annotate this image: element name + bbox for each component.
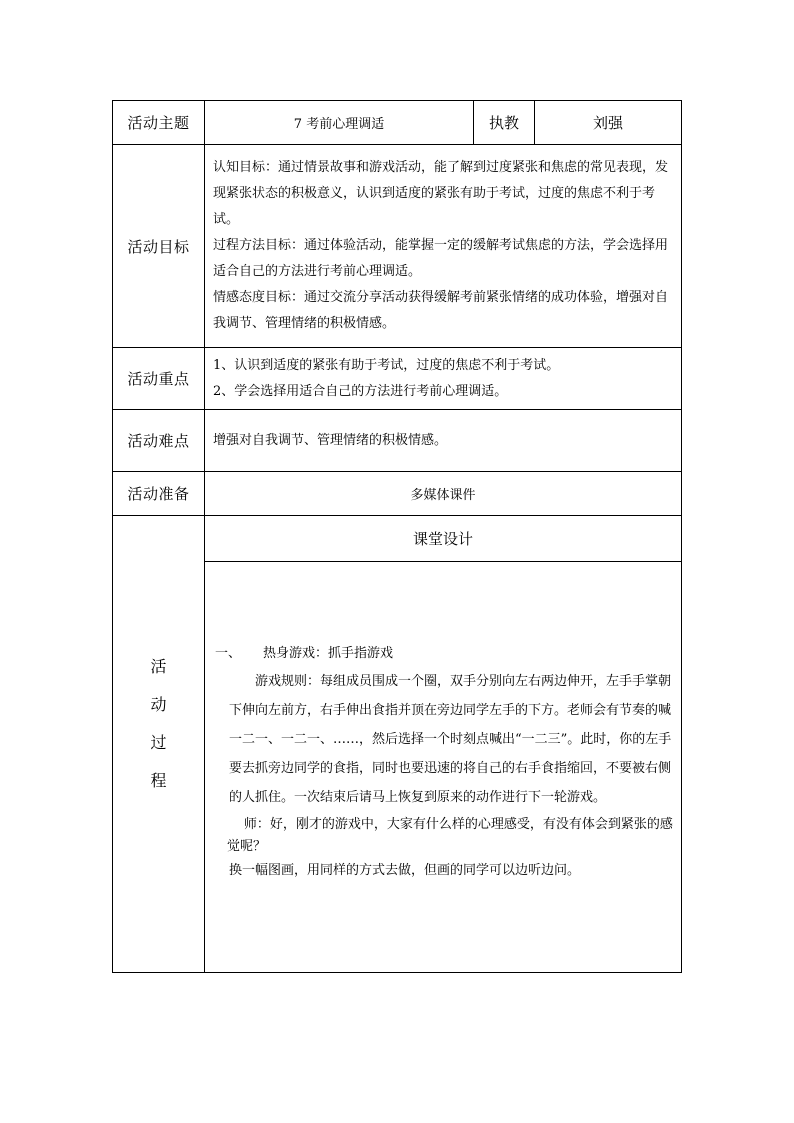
prep-content: 多媒体课件 xyxy=(205,472,682,516)
game-rules: 游戏规则：每组成员围成一个圈，双手分别向左右两边伸开，左手手掌朝下伸向左前方，右手伸出食指并顶在旁边同学左手的下方。老师会有节奏的喊一二一、一二一、……，然后选择一个时刻点喊出“一二三”。此时，你的左手要去抓旁边同学的食指，同时也要迅速的将自己的右手食指缩回，不要被右侧的人抓住。一次结束后请马上恢复到原来的动作进行下一轮游戏。 xyxy=(229,674,672,805)
key-content xyxy=(205,348,682,410)
theme-value: 7 考前心理调适 xyxy=(205,101,474,145)
cognitive-goal: 认知目标：通过情景故事和游戏活动，能了解到过度紧张和焦虑的常见表现，发现紧张状态的积极意义，认识到适度的紧张有助于考试，过度的焦虑不利于考试。 xyxy=(213,160,669,227)
key-point-2: 2、学会选择用适合自己的方法进行考前心理调适。 xyxy=(213,383,508,399)
process-label-char: 过 xyxy=(150,733,167,752)
section-heading xyxy=(215,641,681,667)
difficulty-row xyxy=(113,410,682,472)
teacher-value: 刘强 xyxy=(535,101,682,145)
section-number: 一、 xyxy=(215,646,242,661)
next-step: 换一幅图画，用同样的方式去做，但画的同学可以边听边问。 xyxy=(229,863,581,878)
section-title: 热身游戏：抓手指游戏 xyxy=(263,646,394,661)
teacher-question: 师：好，刚才的游戏中，大家有什么样的心理感受，有没有体会到紧张的感觉呢？ xyxy=(227,817,673,854)
design-title: 课堂设计 xyxy=(205,516,682,562)
design-title-row xyxy=(113,516,682,562)
key-label: 活动重点 xyxy=(113,348,205,410)
theme-row xyxy=(113,101,682,145)
design-content xyxy=(205,562,682,973)
difficulty-label: 活动难点 xyxy=(113,410,205,472)
lesson-plan-table xyxy=(112,100,682,973)
prep-label: 活动准备 xyxy=(113,472,205,516)
key-point-1: 1、认识到适度的紧张有助于考试，过度的焦虑不利于考试。 xyxy=(213,357,560,373)
goals-row xyxy=(113,145,682,348)
process-label-char: 活 xyxy=(150,657,167,676)
process-label xyxy=(113,516,205,973)
difficulty-content: 增强对自我调节、管理情绪的积极情感。 xyxy=(205,410,682,472)
prep-row xyxy=(113,472,682,516)
theme-label: 活动主题 xyxy=(113,101,205,145)
goals-label: 活动目标 xyxy=(113,145,205,348)
teacher-label: 执教 xyxy=(474,101,535,145)
emotion-goal: 情感态度目标：通过交流分享活动获得缓解考前紧张情绪的成功体验，增强对自我调节、管理情绪的积极情感。 xyxy=(213,290,669,331)
process-goal: 过程方法目标：通过体验活动，能掌握一定的缓解考试焦虑的方法，学会选择用适合自己的方法进行考前心理调适。 xyxy=(213,238,669,279)
process-label-char: 程 xyxy=(150,771,167,790)
key-row xyxy=(113,348,682,410)
process-label-char: 动 xyxy=(150,695,167,714)
goals-content xyxy=(205,145,682,348)
